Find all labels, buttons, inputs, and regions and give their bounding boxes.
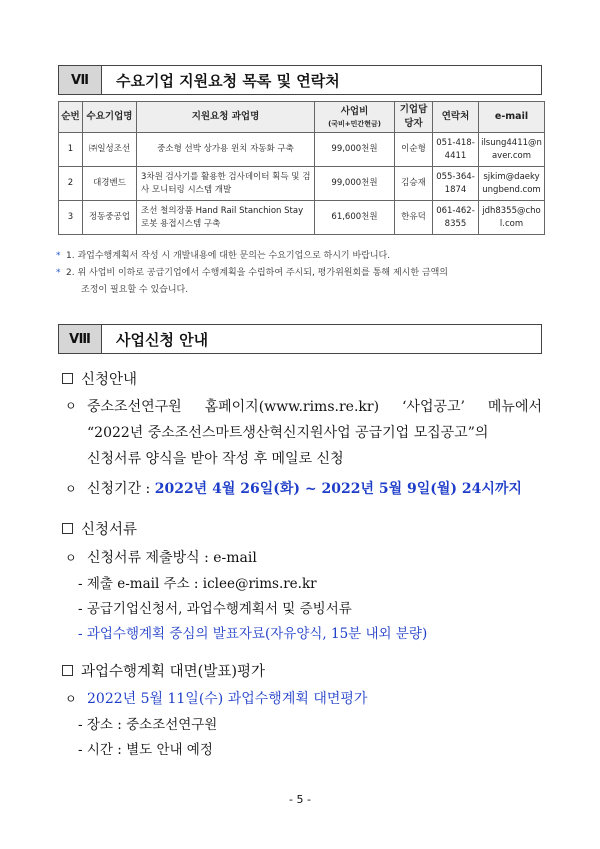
cell-email: jdh8355@chol.com [479,201,545,235]
apply-guide-line-2: “2022년 중소조선스마트생산혁신지원사업 공급기업 모집공고”의 [87,424,489,441]
apply-docs-method [60,546,550,572]
apply-docs-item: - 과업수행계획 중심의 발표자료(자유양식, 15분 내외 분량) [78,625,428,642]
note-2 [56,265,546,282]
evaluation-heading-text: 과업수행계획 대면(발표)평가 [81,664,266,680]
apply-docs-heading [60,518,550,539]
note-2-continued: 조정이 필요할 수 있습니다. [81,285,189,296]
apply-guide-word-2: 홈페이지(www.rims.re.kr) [204,399,380,415]
section-8-number: Ⅷ [58,324,102,354]
table-header-row [59,102,545,133]
cell-company: 대경벤드 [83,167,137,201]
cell-manager: 이순형 [395,133,433,167]
header-company: 수요기업명 [83,102,137,133]
header-email: e-mail [479,102,545,133]
section-8-title: 사업신청 안내 [102,324,542,354]
circle-bullet-icon: ㅇ [65,692,77,706]
cell-task: 조선 철의장품 Hand Rail Stanchion Stay 로봇 용접시스템 구축 [137,201,315,235]
evaluation-block [60,660,550,763]
cell-phone: 061-462-8355 [433,201,479,235]
section-7-header [58,65,542,95]
apply-period-value: 2022년 4월 26일(화) ~ 2022년 5월 9일(월) 24시까지 [154,480,522,497]
circle-bullet-icon: ㅇ [65,481,77,496]
apply-docs-item: - 공급기업신청서, 과업수행계획서 및 증빙서류 [78,600,352,617]
note-asterisk: * [56,251,61,261]
apply-guide-heading [60,368,550,389]
cell-budget: 99,000천원 [315,133,395,167]
header-budget-sub: (국비+민간현금) [328,119,381,128]
note-2-text: 2. 위 사업비 이하로 공급기업에서 수행계획을 수립하여 주시되, 평가위원회를 통해 제시한 금액의 [66,268,448,279]
header-no: 순번 [59,102,83,133]
cell-phone: 055-364-1874 [433,167,479,201]
evaluation-heading [60,660,550,681]
apply-guide-line-1 [60,395,550,421]
cell-manager: 한유덕 [395,201,433,235]
apply-guide-line-3: 신청서류 양식을 받아 작성 후 메일로 신청 [87,450,344,467]
evaluation-date: 2022년 5월 11일(수) 과업수행계획 대면평가 [87,691,368,707]
checkbox-square-icon [62,373,73,384]
apply-period-label: 신청기간 : [87,480,155,497]
apply-docs-item: - 제출 e-mail 주소 : iclee@rims.re.kr [78,575,317,592]
page-number: - 5 - [289,793,311,806]
cell-budget: 61,600천원 [315,201,395,235]
checkbox-square-icon [62,665,73,676]
apply-guide-word-3: ‘사업공고’ [401,399,465,415]
header-budget-label: 사업비 [340,106,369,118]
header-task: 지원요청 과업명 [137,102,315,133]
table-row [59,133,545,167]
evaluation-item: - 장소 : 중소조선연구원 [78,716,218,733]
evaluation-date-line [60,687,550,713]
table-notes [56,248,546,299]
apply-docs-heading-text: 신청서류 [81,522,138,538]
demand-company-table [58,101,545,235]
section-8-header [58,324,542,354]
note-1-text: 1. 과업수행계획서 작성 시 개발내용에 대한 문의는 수요기업으로 하시기 바랍니다. [66,251,391,261]
note-asterisk: * [56,268,61,279]
cell-budget: 99,000천원 [315,167,395,201]
apply-guide-word-4: 메뉴에서 [487,399,542,415]
apply-docs-block [60,518,550,647]
header-budget [315,102,395,133]
checkbox-square-icon [62,523,73,534]
cell-no: 2 [59,167,83,201]
circle-bullet-icon: ㅇ [65,551,77,565]
cell-task: 3차원 검사기를 활용한 검사데이터 획득 및 검사 모니터링 시스템 개발 [137,167,315,201]
section-7-number: Ⅶ [58,65,102,95]
cell-email: ilsung4411@naver.com [479,133,545,167]
cell-email: sjkim@daekyungbend.com [479,167,545,201]
cell-company: 정동중공업 [83,201,137,235]
cell-manager: 김승재 [395,167,433,201]
apply-guide-block [60,368,550,503]
cell-phone: 051-418-4411 [433,133,479,167]
apply-period-line [60,477,550,503]
apply-guide-word-1: 중소조선연구원 [87,399,182,415]
apply-guide-line-1-text [87,395,550,421]
evaluation-item: - 시간 : 별도 안내 예정 [78,741,213,758]
cell-no: 3 [59,201,83,235]
header-manager: 기업담당자 [395,102,433,133]
apply-docs-method-text: 신청서류 제출방식 : e-mail [87,550,257,566]
cell-no: 1 [59,133,83,167]
cell-company: ㈜일성조선 [83,133,137,167]
table-row [59,167,545,201]
circle-bullet-icon: ㅇ [65,399,77,413]
table-row [59,201,545,235]
note-1 [56,248,546,265]
header-phone: 연락처 [433,102,479,133]
cell-task: 중소형 선박 상가용 윈치 자동화 구축 [137,133,315,167]
apply-guide-heading-text: 신청안내 [81,372,138,388]
section-7-title: 수요기업 지원요청 목록 및 연락처 [102,65,542,95]
